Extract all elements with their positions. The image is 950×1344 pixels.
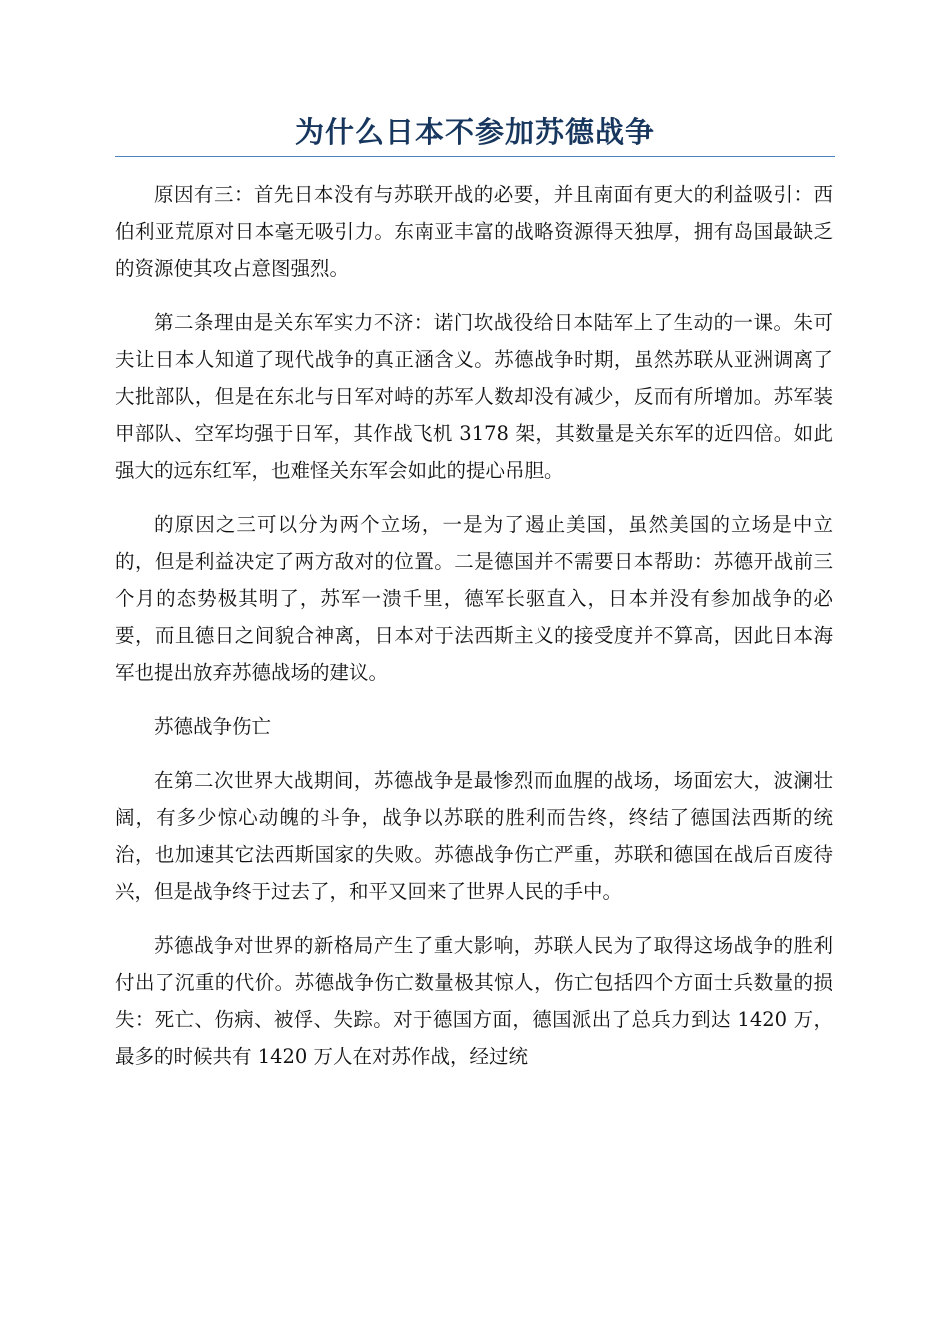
section-heading-casualties: 苏德战争伤亡 — [154, 715, 272, 738]
document-body — [115, 176, 833, 1092]
paragraph-reasons-one: 原因有三：首先日本没有与苏联开战的必要，并且南面有更大的利益吸引：西伯利亚荒原对日本毫无吸引力。东南亚丰富的战略资源得天独厚，拥有岛国最缺乏的资源使其攻占意图强烈。 — [115, 183, 833, 280]
document-title: 为什么日本不参加苏德战争 — [294, 115, 655, 149]
paragraph-reasons-three: 的原因之三可以分为两个立场，一是为了遏止美国，虽然美国的立场是中立的，但是利益决定了两方敌对的位置。二是德国并不需要日本帮助：苏德开战前三个月的态势极其明了，苏军一溃千里，德军长驱直入，日本并没有参加战争的必要，而且德日之间貌合神离，日本对于法西斯主义的接受度并不算高，因此日本海军也提出放弃苏德战场的建议。 — [115, 513, 833, 684]
title-block — [115, 112, 835, 157]
paragraph-war-overview: 在第二次世界大战期间，苏德战争是最惨烈而血腥的战场，场面宏大，波澜壮阔，有多少惊心动魄的斗争，战争以苏联的胜利而告终，终结了德国法西斯的统治，也加速其它法西斯国家的失败。苏德战争伤亡严重，苏联和德国在战后百废待兴，但是战争终于过去了，和平又回来了世界人民的手中。 — [115, 769, 833, 903]
paragraph-casualty-details: 苏德战争对世界的新格局产生了重大影响，苏联人民为了取得这场战争的胜利付出了沉重的代价。苏德战争伤亡数量极其惊人，伤亡包括四个方面士兵数量的损失：死亡、伤病、被俘、失踪。对于德国方面，德国派出了总兵力到达 1420 万，最多的时候共有 1420 万人在对苏作战，经过统 — [115, 934, 833, 1068]
paragraph-reasons-two: 第二条理由是关东军实力不济：诺门坎战役给日本陆军上了生动的一课。朱可夫让日本人知道了现代战争的真正涵含义。苏德战争时期，虽然苏联从亚洲调离了大批部队，但是在东北与日军对峙的苏军人数却没有减少，反而有所增加。苏军装甲部队、空军均强于日军，其作战飞机 3178 架，其数量是关东军的近四倍。如此强大的远东红军，也难怪关东军会如此的提心吊胆。 — [115, 311, 833, 482]
